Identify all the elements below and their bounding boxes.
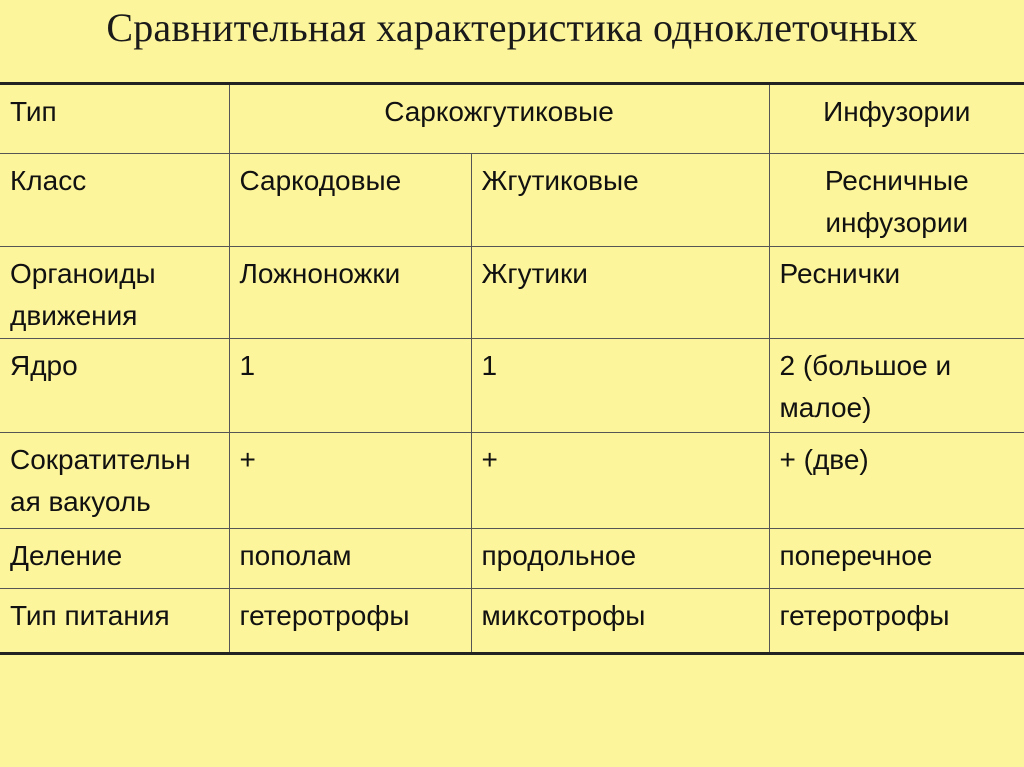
table-row	[0, 589, 1024, 654]
cell-vacuole-flagellata: +	[471, 433, 769, 529]
row-label-organelles: Органоиды движения	[0, 247, 229, 339]
cell-vacuole-sarcodina: +	[229, 433, 471, 529]
cell-pseudopods: Ложноножки	[229, 247, 471, 339]
table-row	[0, 154, 1024, 247]
row-label-type: Тип	[0, 84, 229, 154]
cell-nucleus-sarcodina: 1	[229, 339, 471, 433]
cell-cilia: Реснички	[769, 247, 1024, 339]
cell-ciliata: Ресничные инфузории	[769, 154, 1024, 247]
cell-sarcodina: Саркодовые	[229, 154, 471, 247]
table-row	[0, 339, 1024, 433]
cell-nutrition-ciliata: гетеротрофы	[769, 589, 1024, 654]
cell-nucleus-ciliata: 2 (большое и малое)	[769, 339, 1024, 433]
type-infusoria: Инфузории	[769, 84, 1024, 154]
table-row	[0, 529, 1024, 589]
cell-flagellata: Жгутиковые	[471, 154, 769, 247]
cell-nucleus-flagellata: 1	[471, 339, 769, 433]
row-label-division: Деление	[0, 529, 229, 589]
cell-flagella: Жгутики	[471, 247, 769, 339]
cell-nutrition-sarcodina: гетеротрофы	[229, 589, 471, 654]
comparison-table	[0, 82, 1024, 655]
cell-division-sarcodina: пополам	[229, 529, 471, 589]
row-label-class: Класс	[0, 154, 229, 247]
table-row	[0, 247, 1024, 339]
row-label-nutrition: Тип питания	[0, 589, 229, 654]
table-row	[0, 433, 1024, 529]
cell-vacuole-ciliata: + (две)	[769, 433, 1024, 529]
page-title: Сравнительная характеристика одноклеточных	[106, 5, 918, 50]
row-label-nucleus: Ядро	[0, 339, 229, 433]
cell-division-flagellata: продольное	[471, 529, 769, 589]
table-row	[0, 84, 1024, 154]
row-label-vacuole: Сократительн ая вакуоль	[0, 433, 229, 529]
cell-nutrition-flagellata: миксотрофы	[471, 589, 769, 654]
type-sarcomastigophora: Саркожгутиковые	[229, 84, 769, 154]
cell-division-ciliata: поперечное	[769, 529, 1024, 589]
